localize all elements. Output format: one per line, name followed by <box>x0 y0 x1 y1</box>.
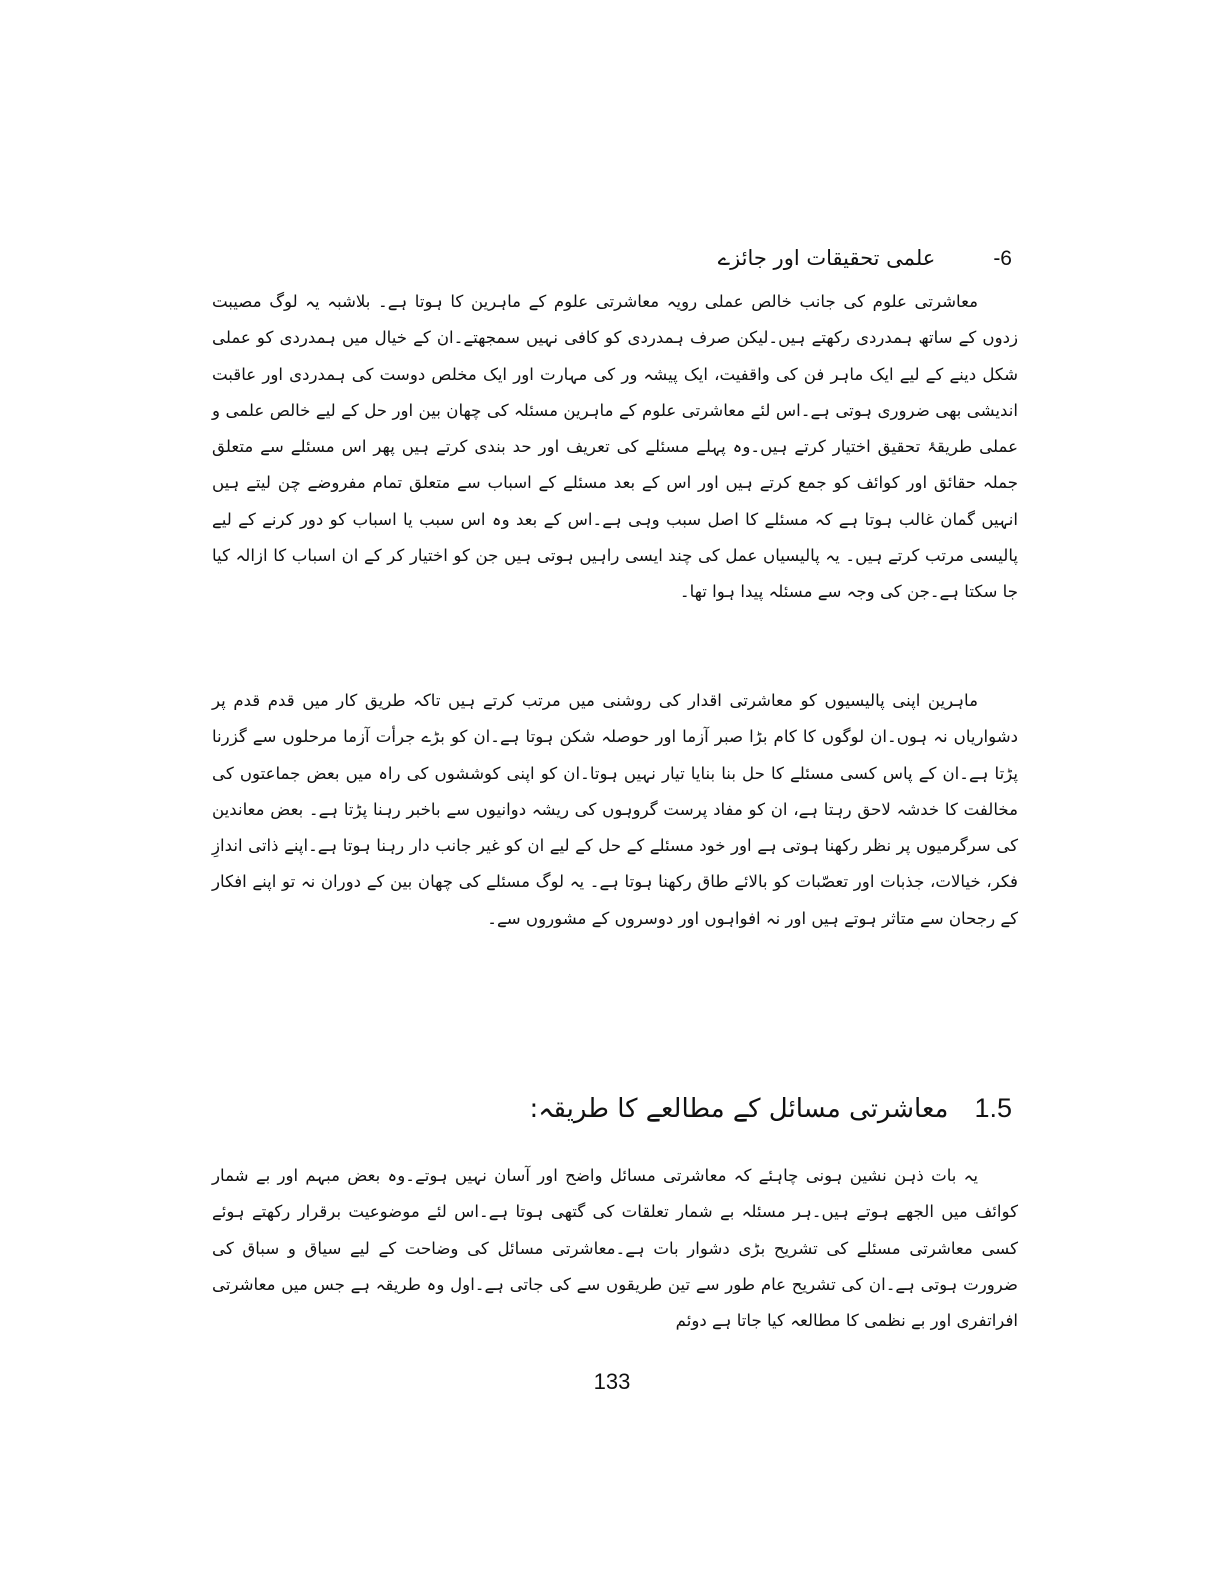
section-title: معاشرتی مسائل کے مطالعے کا طریقہ: <box>529 1094 949 1124</box>
subsection-number: -6 <box>993 247 1012 270</box>
subsection-title: علمی تحقیقات اور جائزے <box>717 246 936 270</box>
subsection-heading <box>718 240 1012 277</box>
paragraph-3 <box>212 1158 1018 1339</box>
section-number: 1.5 <box>974 1093 1012 1123</box>
page-number: 133 <box>593 1369 631 1394</box>
section-heading <box>530 1084 1012 1133</box>
paragraph-1-text: معاشرتی علوم کی جانب خالص عملی رویہ معاشرتی علوم کے ماہرین کا ہوتا ہے۔ بلاشبہ یہ لوگ مصیبت زدوں کے ساتھ ہمدردی رکھتے ہیں۔لیکن صرف ہمدردی کو کافی نہیں سمجھتے۔ان کے خیال میں ہمدردی کو عملی شکل دینے کے لیے ایک ماہر فن کی واقفیت، ایک پیشہ ور کی مہارت اور ایک مخلص دوست کی ہمدردی اور عاقبت اندیشی بھی ضروری ہوتی ہے۔اس لئے معاشرتی علوم کے ماہرین مسئلہ کی چھان بین اور حل کے لیے خالص علمی و عملی طریقۂ تحقیق اختیار کرتے ہیں۔وہ پہلے مسئلے کی تعریف اور حد بندی کرتے ہیں پھر اس مسئلے سے متعلق جملہ حقائق اور کوائف کو جمع کرتے ہیں اور اس کے بعد مسئلے کے اسباب سے متعلق تمام مفروضے چن لیتے ہیں انہیں گمان غالب ہوتا ہے کہ مسئلے کا اصل سبب وہی ہے۔اس کے بعد وہ اس سبب یا اسباب کو دور کرنے کے لیے پالیسی مرتب کرتے ہیں۔ یہ پالیسیاں عمل کی چند ایسی راہیں ہوتی ہیں جن کو اختیار کر کے ان اسباب کا ازالہ کیا جا سکتا ہے۔جن کی وجہ سے مسئلہ پیدا ہوا تھا۔ <box>212 292 1018 602</box>
paragraph-1 <box>212 284 1018 611</box>
paragraph-2 <box>212 683 1018 937</box>
paragraph-3-text: یہ بات ذہن نشین ہونی چاہئے کہ معاشرتی مسائل واضح اور آسان نہیں ہوتے۔وہ بعض مبہم اور بے شمار کوائف میں الجھے ہوتے ہیں۔ہر مسئلہ بے شمار تعلقات کی گتھی ہوتا ہے۔اس لئے موضوعیت برقرار رکھتے ہوئے کسی معاشرتی مسئلے کی تشریح بڑی دشوار بات ہے۔معاشرتی مسائل کی وضاحت کے لیے سیاق و سباق کی ضرورت ہوتی ہے۔ان کی تشریح عام طور سے تین طریقوں سے کی جاتی ہے۔اول وہ طریقہ ہے جس میں معاشرتی افراتفری اور بے نظمی کا مطالعہ کیا جاتا ہے دوئم <box>212 1166 1018 1331</box>
paragraph-2-text: ماہرین اپنی پالیسیوں کو معاشرتی اقدار کی روشنی میں مرتب کرتے ہیں تاکہ طریق کار میں قدم قدم پر دشواریاں نہ ہوں۔ان لوگوں کا کام بڑا صبر آزما اور حوصلہ شکن ہوتا ہے۔ان کو بڑے جرأت آزما مرحلوں سے گزرنا پڑتا ہے۔ان کے پاس کسی مسئلے کا حل بنا بنایا تیار نہیں ہوتا۔ان کو اپنی کوششوں کی راہ میں بعض جماعتوں کی مخالفت کا خدشہ لاحق رہتا ہے، ان کو مفاد پرست گروہوں کی ریشہ دوانیوں سے باخبر رہنا پڑتا ہے۔ بعض معاندین کی سرگرمیوں پر نظر رکھنا ہوتی ہے اور خود مسئلے کے حل کے لیے ان کو غیر جانب دار رہنا ہوتا ہے۔اپنے ذاتی اندازِ فکر، خیالات، جذبات اور تعصّبات کو بالائے طاق رکھنا ہوتا ہے۔ یہ لوگ مسئلے کی چھان بین کے دوران نہ تو اپنے افکار کے رجحان سے متاثر ہوتے ہیں اور نہ افواہوں اور دوسروں کے مشوروں سے۔ <box>212 691 1018 928</box>
